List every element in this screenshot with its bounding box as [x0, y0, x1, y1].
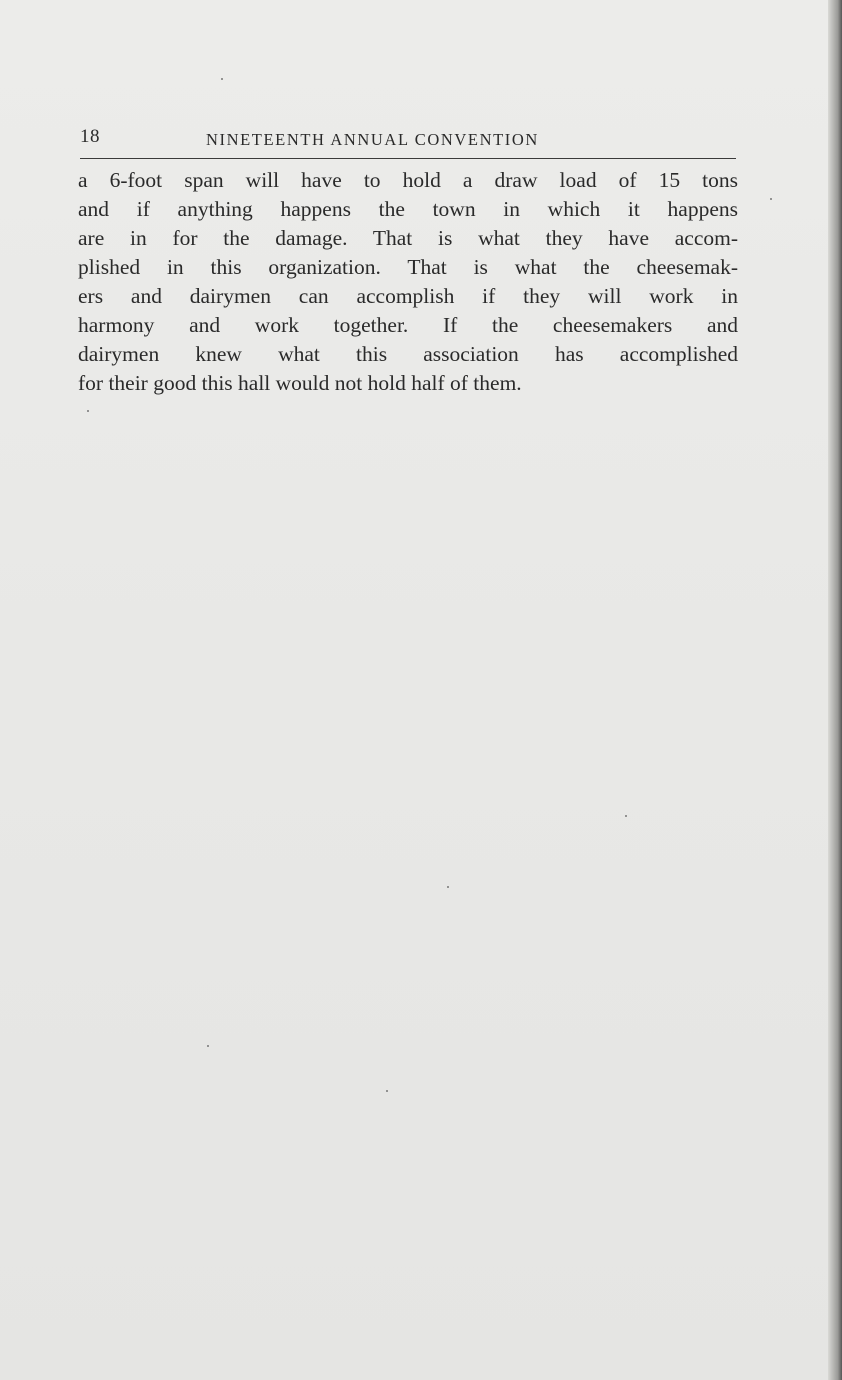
- text-line: a 6-foot span will have to hold a draw load of 15 tons: [78, 168, 738, 192]
- paper-speck: [386, 1090, 388, 1092]
- page-header: [80, 126, 736, 156]
- text-line: and if anything happens the town in which it happens: [78, 197, 738, 221]
- text-line: dairymen knew what this association has accomplished: [78, 342, 738, 366]
- page-number: 18: [80, 126, 100, 147]
- text-line: ers and dairymen can accomplish if they will work in: [78, 284, 738, 308]
- text-line: are in for the damage. That is what they have accom-: [78, 226, 738, 250]
- paper-speck: [625, 815, 627, 817]
- text-line: harmony and work together. If the cheesemakers and: [78, 313, 738, 337]
- text-line: for their good this hall would not hold half of them.: [78, 371, 522, 395]
- paper-speck: [87, 410, 89, 412]
- body-paragraph: [78, 166, 738, 398]
- page-edge-shadow: [828, 0, 842, 1380]
- paper-speck: [770, 198, 772, 200]
- header-rule: [80, 158, 736, 159]
- paper-speck: [447, 886, 449, 888]
- paper-speck: [207, 1045, 209, 1047]
- paper-speck: [221, 78, 223, 80]
- running-title: NINETEENTH ANNUAL CONVENTION: [206, 130, 539, 149]
- text-line: plished in this organization. That is what the cheesemak-: [78, 255, 738, 279]
